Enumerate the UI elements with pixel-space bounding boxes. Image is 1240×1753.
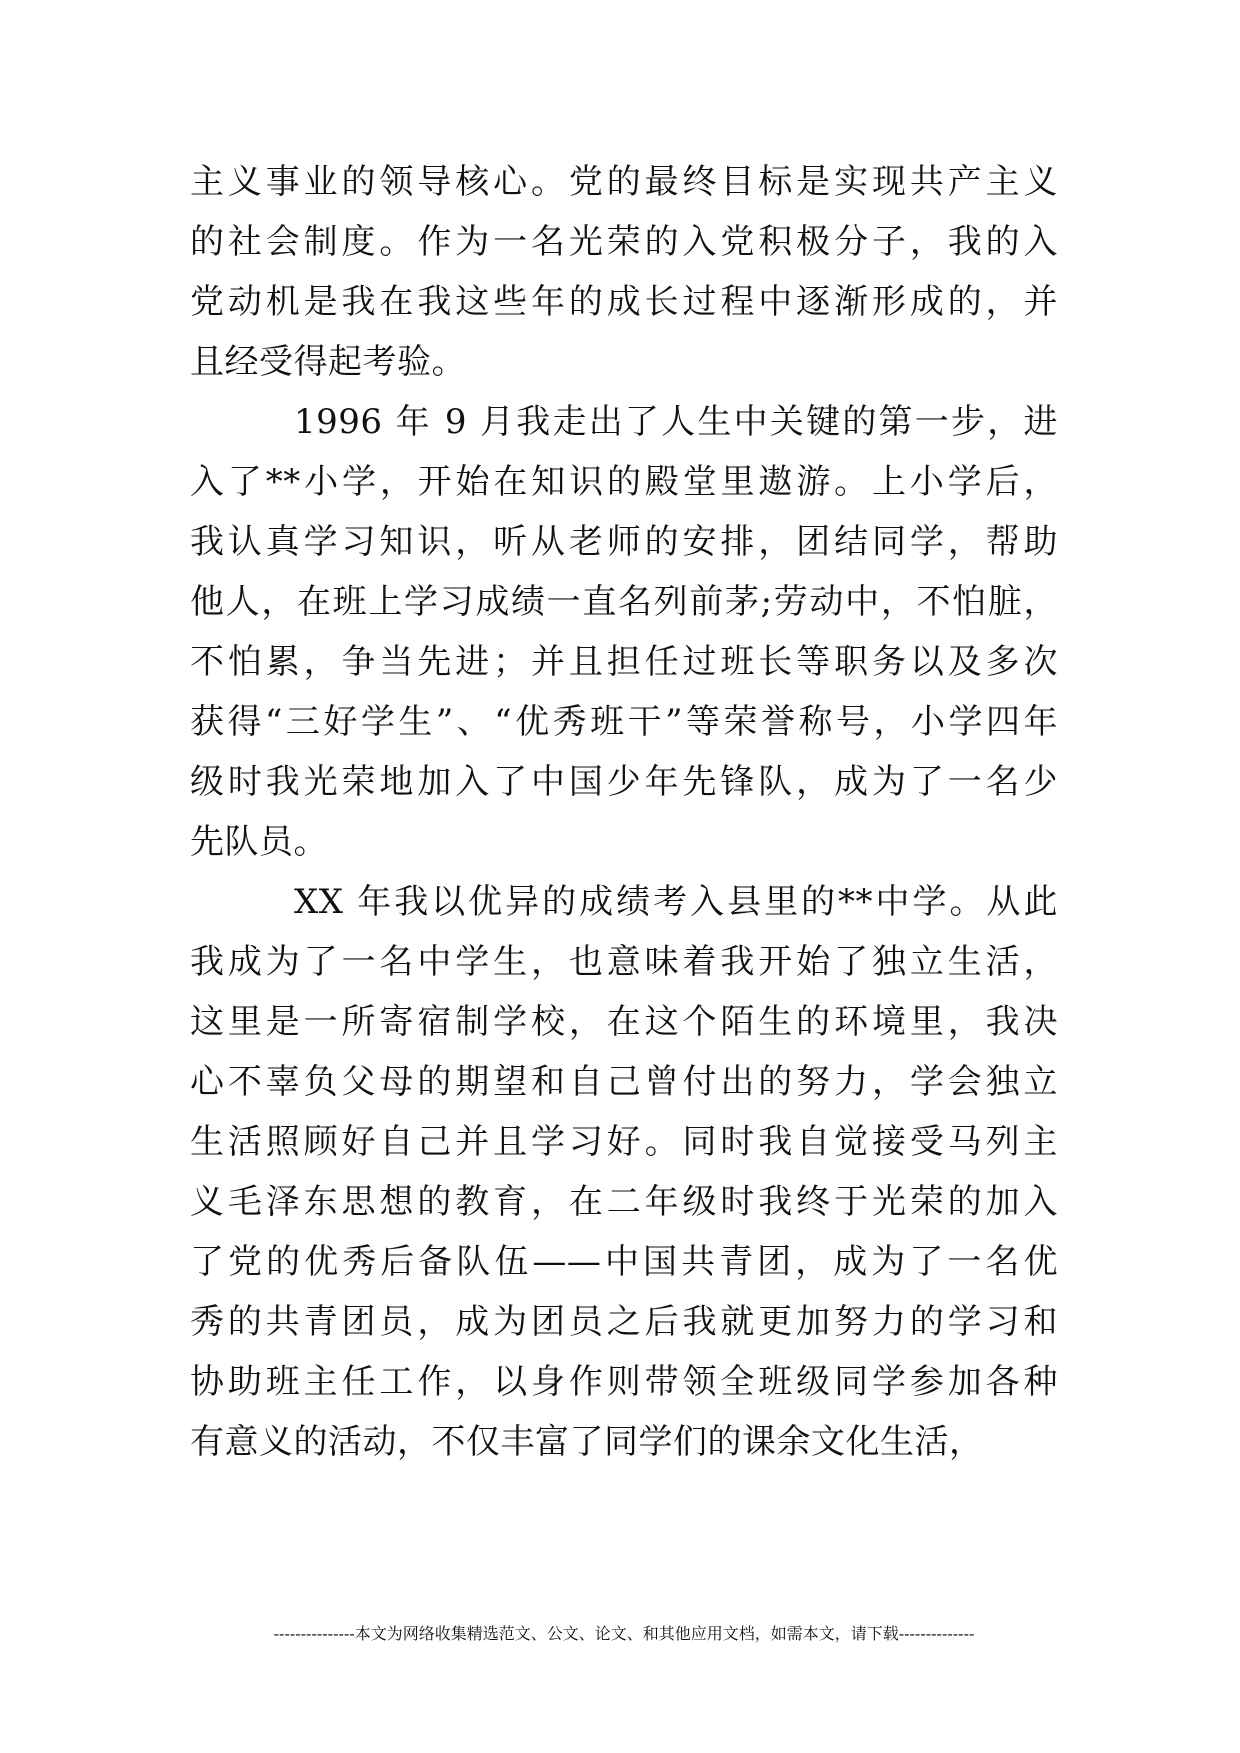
paragraph [190, 872, 1058, 1472]
text-line: 有意义的活动，不仅丰富了同学们的课余文化生活， [190, 1422, 984, 1462]
text-line: 生活照顾好自己并且学习好。同时我自觉接受马列主 [190, 1122, 1058, 1162]
text-line: 我成为了一名中学生，也意味着我开始了独立生活， [190, 942, 1058, 982]
text-line: XX 年我以优异的成绩考入县里的**中学。从此 [294, 882, 1058, 922]
text-line: 心不辜负父母的期望和自己曾付出的努力，学会独立 [190, 1062, 1058, 1102]
text-line: 获得“三好学生”、“优秀班干”等荣誉称号，小学四年 [190, 702, 1058, 742]
text-line: 级时我光荣地加入了中国少年先锋队，成为了一名少 [190, 762, 1058, 802]
text-line: 这里是一所寄宿制学校，在这个陌生的环境里，我决 [190, 1002, 1058, 1042]
text-line: 且经受得起考验。 [190, 342, 466, 382]
text-line: 秀的共青团员，成为团员之后我就更加努力的学习和 [190, 1302, 1058, 1342]
paragraph [190, 152, 1058, 392]
text-line: 我认真学习知识，听从老师的安排，团结同学，帮助 [190, 522, 1058, 562]
document-body [190, 152, 1058, 1472]
text-line: 先队员。 [190, 822, 328, 862]
text-line: 协助班主任工作，以身作则带领全班级同学参加各种 [190, 1362, 1058, 1402]
text-line: 不怕累，争当先进；并且担任过班长等职务以及多次 [190, 642, 1058, 682]
text-line: 了党的优秀后备队伍——中国共青团，成为了一名优 [190, 1242, 1058, 1282]
text-line: 党动机是我在我这些年的成长过程中逐渐形成的，并 [190, 282, 1058, 322]
page-footer: ---------------本文为网络收集精选范文、公文、论文、和其他应用文档，如需本文，请下载-------------- [273, 1624, 975, 1643]
text-line: 义毛泽东思想的教育，在二年级时我终于光荣的加入 [190, 1182, 1058, 1222]
text-line: 他人，在班上学习成绩一直名列前茅;劳动中，不怕脏， [190, 582, 1058, 622]
text-line: 的社会制度。作为一名光荣的入党积极分子，我的入 [190, 222, 1058, 262]
text-line: 入了**小学，开始在知识的殿堂里遨游。上小学后， [190, 462, 1058, 502]
text-line: 主义事业的领导核心。党的最终目标是实现共产主义 [190, 162, 1058, 202]
text-line: 1996 年 9 月我走出了人生中关键的第一步，进 [294, 402, 1058, 442]
paragraph [190, 392, 1058, 872]
